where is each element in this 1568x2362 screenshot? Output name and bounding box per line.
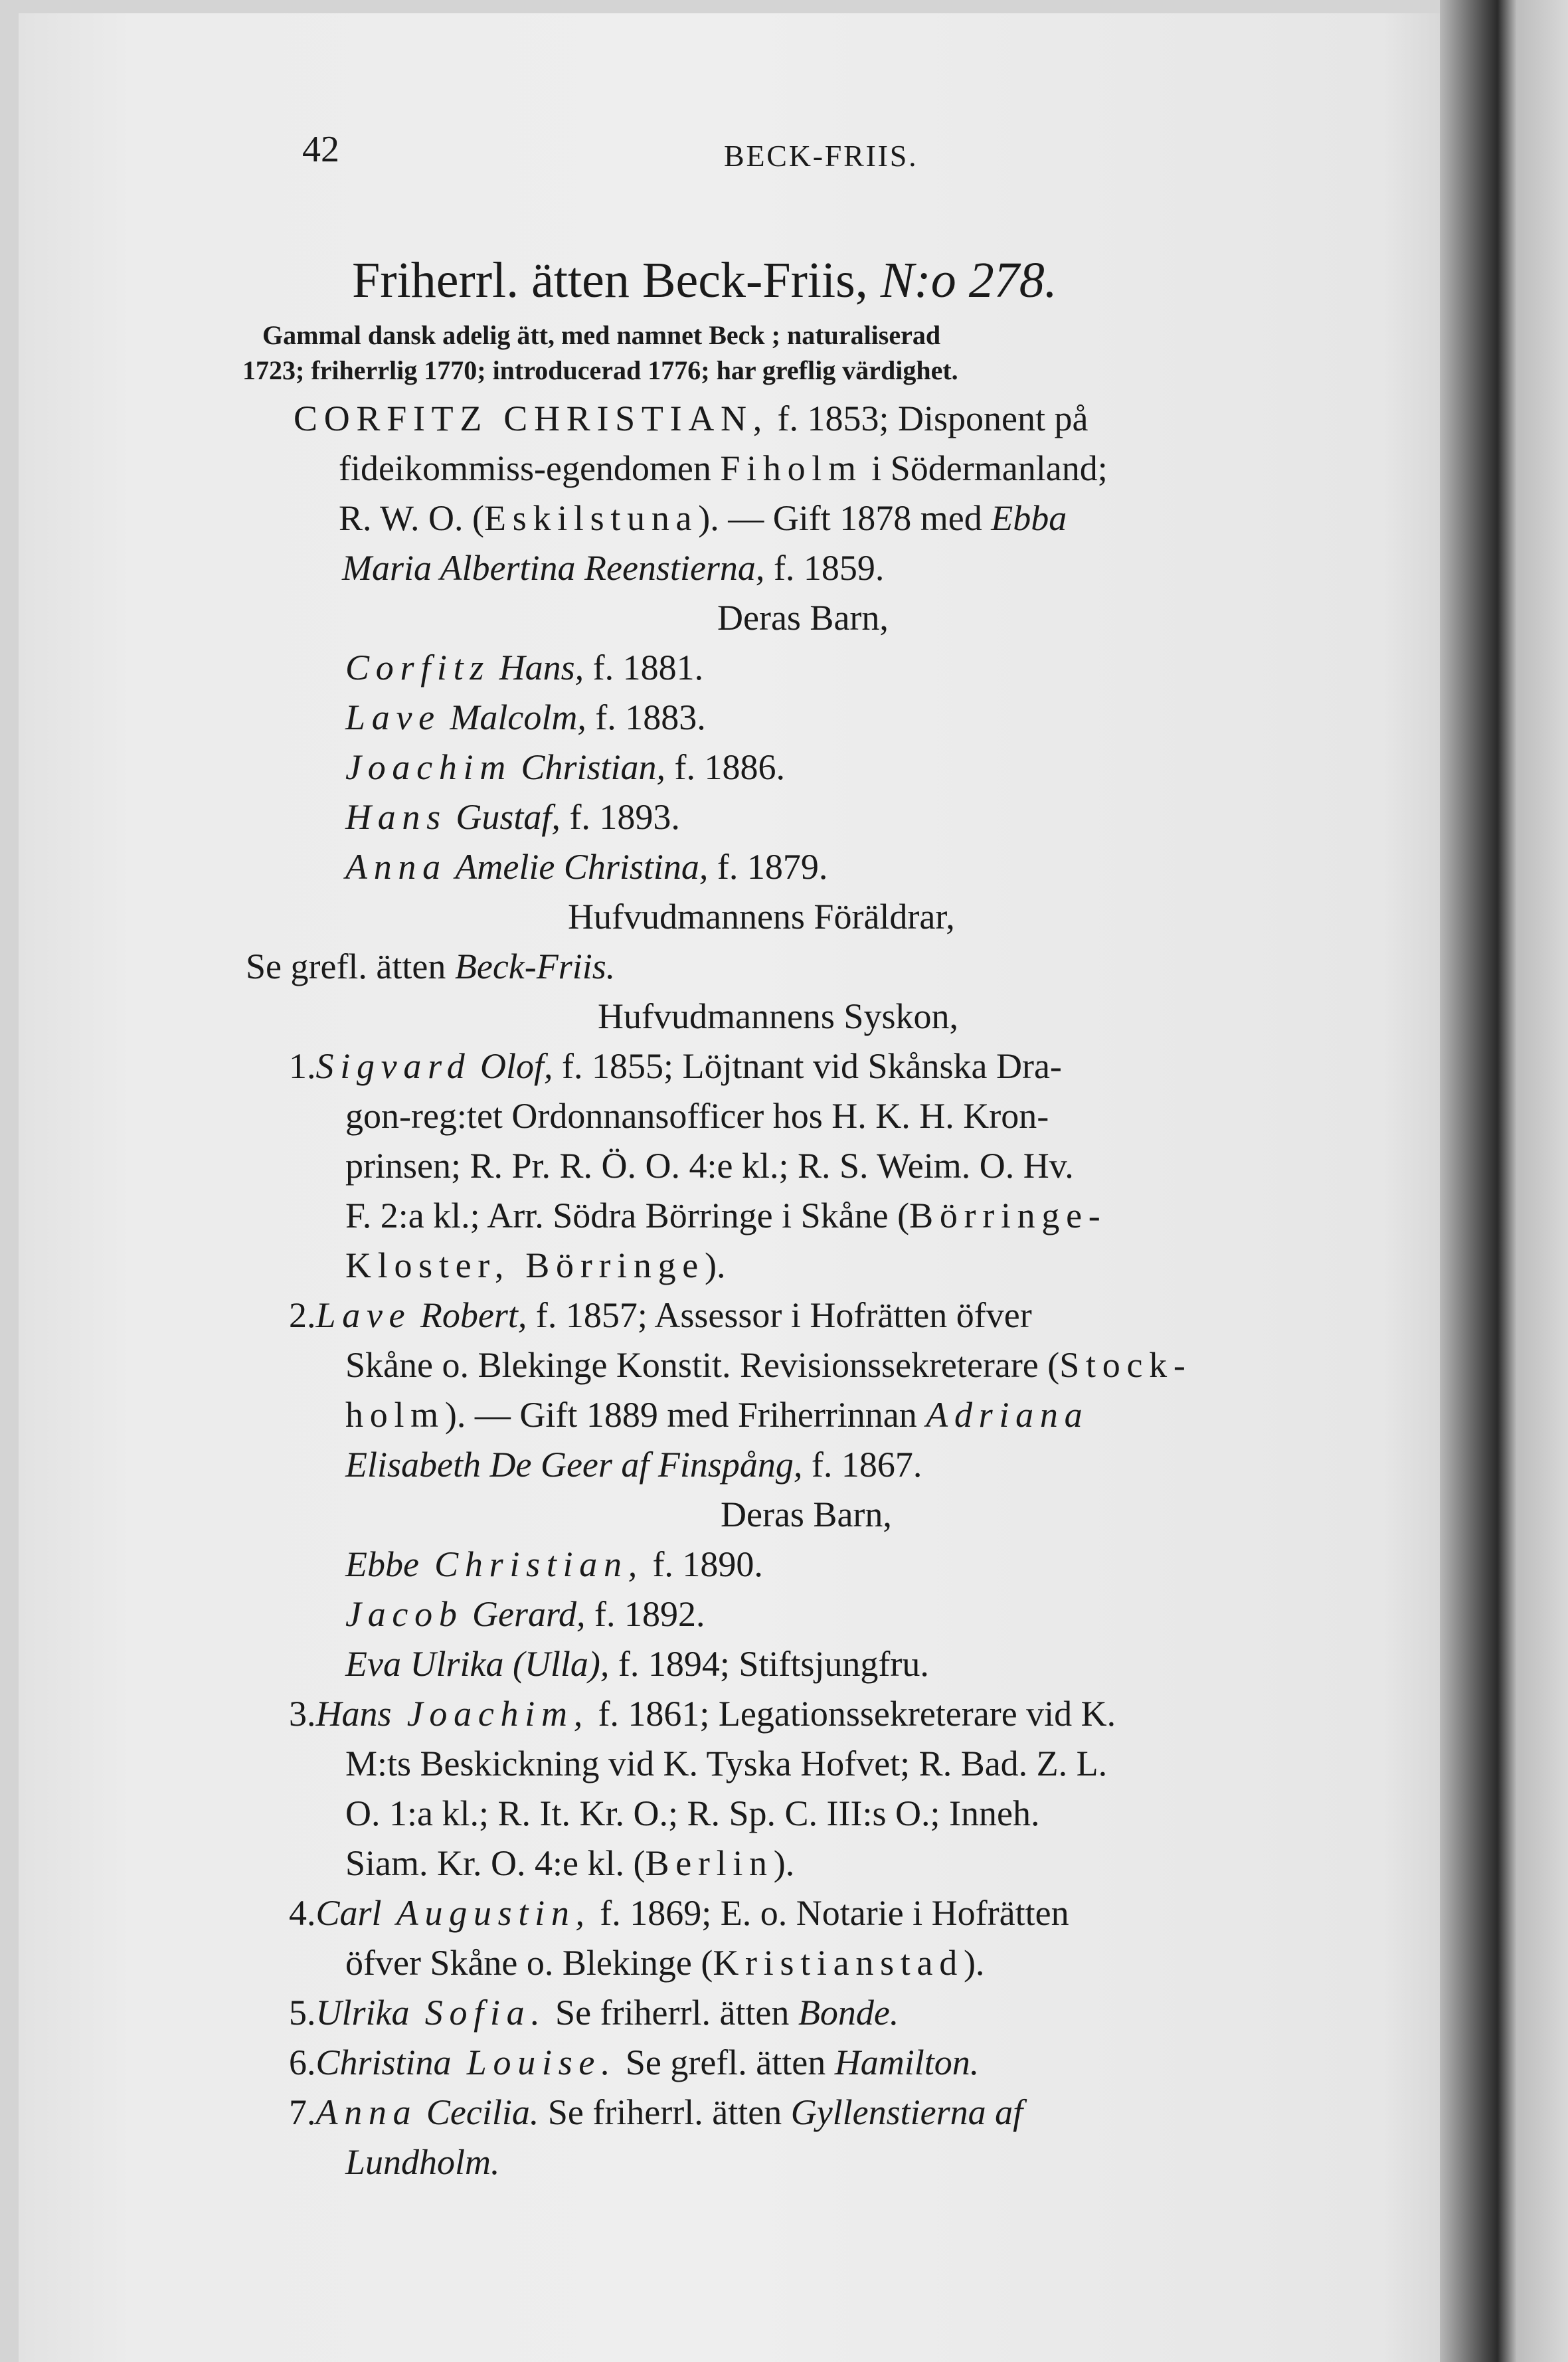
intro-line-1: Gammal dansk adelig ätt, med namnet Beck ; naturaliserad bbox=[262, 320, 941, 350]
page-title: Friherrl. ätten Beck-Friis, N:o 278. bbox=[352, 252, 1057, 308]
sibling-7-line-2: Lundholm. bbox=[345, 2142, 500, 2182]
child-5: Anna Amelie Christina, f. 1879. bbox=[345, 847, 828, 887]
sibling-6: 6.Christina Louise. Se grefl. ätten Hamilton. bbox=[289, 2043, 980, 2082]
sibling-2-child-3: Eva Ulrika (Ulla), f. 1894; Stiftsjungfru. bbox=[345, 1644, 929, 1684]
page-edge-shadow bbox=[1440, 0, 1568, 2362]
sibling-1-line-2: gon-reg:tet Ordonnansofficer hos H. K. H. Kron- bbox=[345, 1096, 1049, 1136]
sibling-7-line-1: 7.Anna Cecilia. Se friherrl. ätten Gyllenstierna af bbox=[289, 2092, 1023, 2132]
running-title: BECK-FRIIS. bbox=[724, 139, 918, 173]
child-2: Lave Malcolm, f. 1883. bbox=[345, 697, 706, 737]
sibling-2-line-3: holm). — Gift 1889 med Friherrinnan Adriana bbox=[345, 1395, 1089, 1435]
sibling-1-line-1: 1.Sigvard Olof, f. 1855; Löjtnant vid Skånska Dra- bbox=[289, 1046, 1062, 1086]
sibling-2-line-1: 2.Lave Robert, f. 1857; Assessor i Hofrätten öfver bbox=[289, 1295, 1032, 1335]
child-1: Corfitz Hans, f. 1881. bbox=[345, 648, 704, 687]
sibling-4-line-2: öfver Skåne o. Blekinge (Kristianstad). bbox=[345, 1943, 985, 1983]
sibling-3-line-3: O. 1:a kl.; R. It. Kr. O.; R. Sp. C. III:s O.; Inneh. bbox=[345, 1793, 1040, 1833]
sibling-2-children-heading: Deras Barn, bbox=[721, 1495, 892, 1534]
sibling-2-child-1: Ebbe Christian, f. 1890. bbox=[345, 1544, 763, 1584]
children-heading: Deras Barn, bbox=[717, 598, 889, 638]
sibling-4-line-1: 4.Carl Augustin, f. 1869; E. o. Notarie i Hofrätten bbox=[289, 1893, 1069, 1933]
head-line-3: R. W. O. (Eskilstuna). — Gift 1878 med Ebba bbox=[339, 498, 1067, 538]
head-line-4: Maria Albertina Reenstierna, f. 1859. bbox=[342, 548, 885, 588]
sibling-3-line-2: M:ts Beskickning vid K. Tyska Hofvet; R. Bad. Z. L. bbox=[345, 1744, 1108, 1783]
sibling-1-line-4: F. 2:a kl.; Arr. Södra Börringe i Skåne (Börringe- bbox=[345, 1196, 1107, 1235]
parents-reference: Se grefl. ätten Beck-Friis. bbox=[246, 947, 616, 986]
sibling-5: 5.Ulrika Sofia. Se friherrl. ätten Bonde. bbox=[289, 1993, 899, 2033]
sibling-2-line-2: Skåne o. Blekinge Konstit. Revisionssekreterare (Stock- bbox=[345, 1345, 1192, 1385]
child-3: Joachim Christian, f. 1886. bbox=[345, 747, 786, 787]
head-line-1: CORFITZ CHRISTIAN, f. 1853; Disponent på bbox=[294, 399, 1089, 438]
sibling-2-line-4: Elisabeth De Geer af Finspång, f. 1867. bbox=[345, 1445, 922, 1485]
sibling-3-line-1: 3.Hans Joachim, f. 1861; Legationssekreterare vid K. bbox=[289, 1694, 1116, 1734]
sibling-1-line-3: prinsen; R. Pr. R. Ö. O. 4:e kl.; R. S. Weim. O. Hv. bbox=[345, 1146, 1074, 1186]
intro-line-2: 1723; friherrlig 1770; introducerad 1776; har greflig värdighet. bbox=[242, 355, 958, 385]
head-line-2: fideikommiss-egendomen Fiholm i Södermanland; bbox=[339, 448, 1108, 488]
siblings-heading: Hufvudmannens Syskon, bbox=[598, 996, 958, 1036]
child-4: Hans Gustaf, f. 1893. bbox=[345, 797, 680, 837]
sibling-1-line-5: Kloster, Börringe). bbox=[345, 1245, 726, 1285]
sibling-2-child-2: Jacob Gerard, f. 1892. bbox=[345, 1594, 705, 1634]
sibling-3-line-4: Siam. Kr. O. 4:e kl. (Berlin). bbox=[345, 1843, 795, 1883]
page-number: 42 bbox=[302, 129, 339, 170]
parents-heading: Hufvudmannens Föräldrar, bbox=[568, 897, 955, 937]
